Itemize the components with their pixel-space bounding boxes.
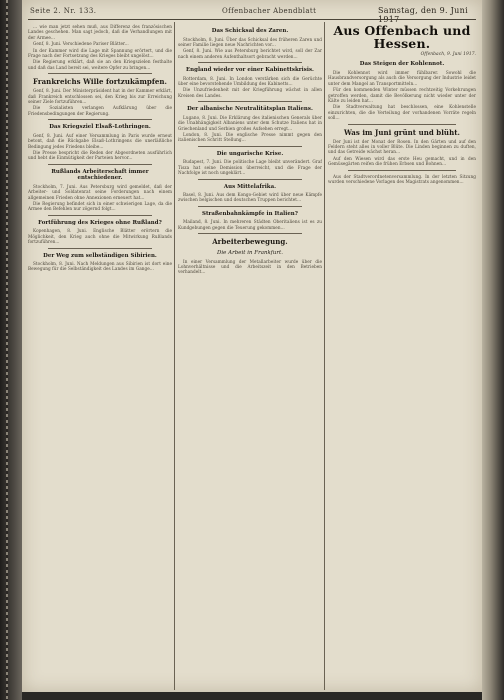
article-separator xyxy=(48,215,152,216)
article-paragraph: Genf, 8. Juni. Auf einer Versammlung in Paris wurde erneut betont, daß die Rückgabe Elsaß-Lothringens die unerläßliche Bedingung jedes Friedens bleibe... xyxy=(28,132,172,149)
page-number-label: Seite 2. Nr. 133. xyxy=(30,7,97,15)
column-3 xyxy=(328,24,476,688)
article-headline: Fortführung des Krieges ohne Rußland? xyxy=(38,219,162,226)
article-paragraph: In der Kammer wird die Lage mit Spannung erörtert, und die Frage nach der Fortsetzung des Krieges bleibt ungelöst... xyxy=(28,47,172,59)
article-paragraph: Stockholm, 7. Juni. Aus Petersburg wird gemeldet, daß der Arbeiter- und Soldatenrat seine Forderungen nach einem allgemeinen Frieden ohne Annexionen erneuert hat... xyxy=(28,183,172,200)
page-header xyxy=(22,0,482,22)
article-paragraph: ... wie man jetzt sehen muß, aus Differenz des französischen Landes geschehen. Man sagt jedoch, daß die Verhandlungen mit der Armee... xyxy=(28,24,172,40)
article-paragraph: Basel, 8. Juni. Aus dem Kongo-Gebiet wird über neue Kämpfe zwischen belgischen und deutschen Truppen berichtet... xyxy=(178,192,322,203)
article-separator xyxy=(348,124,456,125)
article-headline: Der albanische Neutralitätsplan Italiens. xyxy=(187,106,313,113)
section-subheadline: Die Arbeit in Frankfurt. xyxy=(217,250,283,257)
book-spine xyxy=(0,0,22,700)
article-paragraph: Die Stadtverwaltung hat beschlossen, eine Kohlenstelle einzurichten, die die Verteilung der vorhandenen Vorräte regeln soll... xyxy=(328,104,476,121)
article-paragraph: Für den kommenden Winter müssen rechtzeitig Vorkehrungen getroffen werden, damit die Bevölkerung nicht wieder unter der Kälte zu leiden hat... xyxy=(328,87,476,103)
scan-border xyxy=(22,692,482,700)
article-separator xyxy=(198,62,302,63)
article-headline: Die ungarische Krise. xyxy=(216,150,284,157)
newspaper-page xyxy=(22,0,482,692)
article-paragraph: Die Unzufriedenheit mit der Kriegführung wächst in allen Kreisen des Landes. xyxy=(178,87,322,98)
article-paragraph: Genf, 8. Juni. Der Ministerpräsident hat in der Kammer erklärt, daß Frankreich entschlossen sei, den Krieg bis zur Erreichung seiner Ziele fortzuführen... xyxy=(28,88,172,105)
article-separator xyxy=(198,179,302,180)
article-paragraph: Die Regierung befindet sich in einer schwierigen Lage, da die Armee den Befehlen nur zögernd folgt... xyxy=(28,201,172,212)
article-headline: Das Steigen der Kohlennot. xyxy=(359,61,445,68)
column-divider xyxy=(174,22,175,690)
article-paragraph: London, 8. Juni. Die englische Presse nimmt gegen den italienischen Schritt Stellung... xyxy=(178,131,322,143)
article-headline: Das Kriegsziel Elsaß-Lothringen. xyxy=(49,124,151,131)
article-separator xyxy=(198,233,302,234)
article-separator xyxy=(198,206,302,207)
article-paragraph: Genf, 8. Juni. Wie aus Petersburg berichtet wird, soll der Zar nach einem anderen Aufenthaltsort gebracht werden... xyxy=(178,48,322,59)
article-headline: Aus Mittelafrika. xyxy=(223,183,277,190)
article-separator xyxy=(198,101,302,102)
article-separator xyxy=(48,164,152,165)
article-paragraph: Die Regierung erklärt, daß sie an den Kriegszielen festhalte und daß das Land bereit sei, weitere Opfer zu bringen... xyxy=(28,59,172,70)
article-paragraph: Stockholm, 8. Juni. Über das Schicksal des früheren Zaren und seiner Familie liegen neue Nachrichten vor... xyxy=(178,36,322,47)
column-divider xyxy=(324,22,325,690)
article-paragraph: Auf den Wiesen wird das erste Heu gemacht, und in den Gemüsegärten reifen die frühen Erbsen und Bohnen... xyxy=(328,155,476,167)
article-paragraph: Die Presse bespricht die Reden der Abgeordneten ausführlich und hebt die Einmütigkeit der Parteien hervor... xyxy=(28,150,172,161)
article-paragraph: Aus der Stadtverordnetenversammlung. In der letzten Sitzung wurden verschiedene Vorlagen des Magistrats angenommen... xyxy=(328,173,476,184)
section-headline: Arbeiterbewegung. xyxy=(212,237,288,247)
article-paragraph: Genf, 8. Juni. Verschiedene Pariser Blätter... xyxy=(33,41,129,47)
article-headline: Der Weg zum selbständigen Sibirien. xyxy=(43,252,157,259)
header-rule xyxy=(28,19,476,20)
article-headline: Das Schicksal des Zaren. xyxy=(211,28,289,34)
article-paragraph: Lugano, 8. Juni. Die Erklärung des italienischen Generals über die Unabhängigkeit Albaniens unter dem Schutze Italiens hat in Griechenland und Serbien großes Aufsehen erregt... xyxy=(178,114,322,131)
column-1 xyxy=(28,24,172,688)
article-paragraph: Die Kohlennot wird immer fühlbarer. Sowohl die Hausbrandversorgung als auch die Versorgung der Industrie leidet unter dem Mangel an Transportmitteln... xyxy=(328,69,476,86)
article-paragraph: Die Sozialisten verlangen Aufklärung über die Friedensbedingungen der Regierung. xyxy=(28,105,172,116)
page-edge xyxy=(482,0,504,700)
article-headline: Rußlands Arbeiterschaft immer entschiedener. xyxy=(51,168,149,182)
article-separator xyxy=(48,73,152,74)
article-paragraph: Stockholm, 8. Juni. Nach Meldungen aus Sibirien ist dort eine Bewegung für die Selbständigkeit des Landes im Gange... xyxy=(28,261,172,272)
section-dateline: Offenbach, 9. Juni 1917. xyxy=(420,52,476,57)
article-headline: England wieder vor einer Kabinettskrisis. xyxy=(186,67,314,74)
article-separator xyxy=(48,119,152,120)
issue-date: Samstag, den 9. Juni xyxy=(378,6,468,15)
article-paragraph: In einer Versammlung der Metallarbeiter wurde über die Lohnverhältnisse und die Arbeitszeit in den Betrieben verhandelt... xyxy=(178,258,322,275)
article-separator xyxy=(348,170,456,171)
article-headline: Straßenbahnkämpfe in Italien? xyxy=(202,210,298,217)
article-paragraph: Mailand, 8. Juni. In mehreren Städten Oberitaliens ist es zu Kundgebungen gegen die Teuerung gekommen... xyxy=(178,219,322,230)
article-separator xyxy=(198,146,302,147)
article-paragraph: Rotterdam, 8. Juni. In London verstärken sich die Gerüchte über eine bevorstehende Umbildung des Kabinetts... xyxy=(178,75,322,87)
article-paragraph: Der Juni ist der Monat der Rosen. In den Gärten und auf den Feldern steht alles in voller Blüte. Die Linden beginnen zu duften, und das Getreide wächst heran... xyxy=(328,138,476,155)
newspaper-title: Offenbacher Abendblatt xyxy=(222,7,317,15)
section-title: Aus Offenbach und Hessen. xyxy=(333,24,471,51)
article-paragraph: Budapest, 7. Juni. Die politische Lage bleibt unverändert. Graf Tisza hat seine Demission überreicht, und die Frage der Nachfolge ist noch ungeklärt... xyxy=(178,159,322,176)
article-headline: Was im Juni grünt und blüht. xyxy=(343,127,460,137)
article-headline: Frankreichs Wille fortzukämpfen. xyxy=(32,77,168,87)
article-paragraph: Kopenhagen, 8. Juni. Englische Blätter erörtern die Möglichkeit, den Krieg auch ohne die Mitwirkung Rußlands fortzuführen... xyxy=(28,228,172,245)
article-separator xyxy=(48,248,152,249)
column-2 xyxy=(178,24,322,688)
